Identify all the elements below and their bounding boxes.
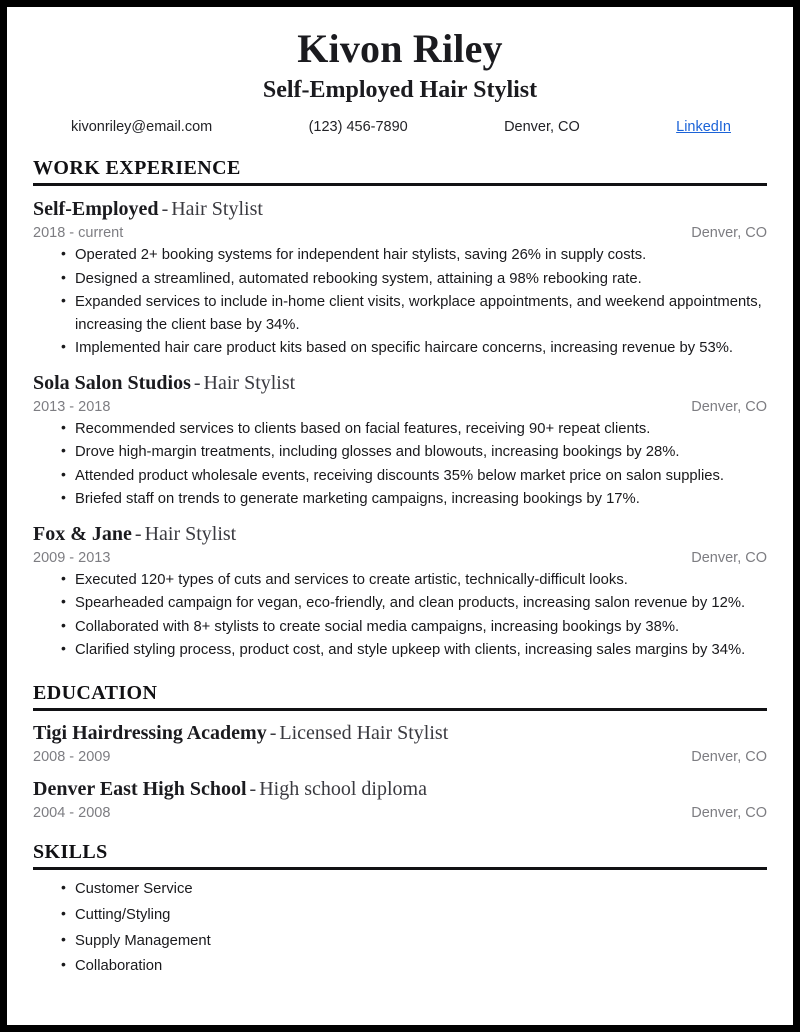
bullet-item: • Executed 120+ types of cuts and services to create artistic, technically-difficult looks. [61, 569, 767, 591]
section-skills [33, 841, 767, 979]
work-entry-heading [33, 197, 767, 221]
section-title-skills: SKILLS [33, 840, 108, 863]
separator-dash: - [269, 721, 277, 744]
work-entry-meta [33, 225, 767, 241]
work-entry-location: Denver, CO [691, 398, 767, 415]
bullet-item: • Attended product wholesale events, receiving discounts 35% below market price on salon supplies. [61, 465, 767, 487]
bullet-item: • Expanded services to include in-home client visits, workplace appointments, and weekend appointments, increasing the client base by 34%. [61, 291, 767, 336]
separator-dash: - [161, 198, 169, 221]
section-work-experience [33, 157, 767, 661]
work-entry-role: Hair Stylist [203, 371, 296, 394]
bullet-item: • Operated 2+ booking systems for independent hair stylists, saving 26% in supply costs. [61, 244, 767, 266]
work-entry-heading [33, 522, 767, 546]
work-entry-dates: 2013 - 2018 [33, 398, 111, 415]
education-entry-meta [33, 749, 767, 765]
candidate-name: Kivon Riley [297, 26, 503, 71]
bullet-item: • Designed a streamlined, automated rebooking system, attaining a 98% rebooking rate. [61, 268, 767, 290]
resume-header [33, 7, 767, 135]
resume-page [7, 7, 793, 1025]
work-entry-company: Fox & Jane [33, 522, 132, 545]
work-entry-location: Denver, CO [691, 225, 767, 242]
work-entry-meta [33, 550, 767, 566]
contact-row [33, 119, 767, 135]
skill-item: • Customer Service [61, 878, 767, 901]
bullet-item: • Clarified styling process, product cost, and style upkeep with clients, increasing sales margins by 34%. [61, 639, 767, 661]
work-entry-bullets [33, 569, 767, 662]
work-entry [33, 522, 767, 662]
work-entry-role: Hair Stylist [144, 522, 237, 545]
section-divider [33, 708, 767, 711]
contact-phone: (123) 456-7890 [308, 119, 408, 136]
bullet-item: • Collaborated with 8+ stylists to create social media campaigns, increasing bookings by 38%. [61, 616, 767, 638]
work-entry-bullets [33, 244, 767, 359]
work-entry-meta [33, 399, 767, 415]
work-entry-bullets [33, 418, 767, 511]
education-entry [33, 777, 767, 821]
skills-list [33, 878, 767, 979]
section-divider [33, 183, 767, 186]
education-location: Denver, CO [691, 748, 767, 765]
education-entry [33, 721, 767, 765]
work-entry [33, 371, 767, 511]
section-divider [33, 867, 767, 870]
work-entry-location: Denver, CO [691, 549, 767, 566]
education-degree: Licensed Hair Stylist [279, 721, 449, 744]
work-entry-heading [33, 371, 767, 395]
work-entry-dates: 2009 - 2013 [33, 549, 111, 566]
bullet-item: • Briefed staff on trends to generate marketing campaigns, increasing bookings by 17%. [61, 488, 767, 510]
bullet-item: • Spearheaded campaign for vegan, eco-friendly, and clean products, increasing salon revenue by 12%. [61, 592, 767, 614]
separator-dash: - [249, 777, 257, 800]
skill-item: • Supply Management [61, 930, 767, 953]
education-school: Denver East High School [33, 777, 247, 800]
work-entry-company: Sola Salon Studios [33, 371, 191, 394]
education-dates: 2004 - 2008 [33, 804, 111, 821]
work-entry-company: Self-Employed [33, 198, 159, 221]
separator-dash: - [134, 522, 142, 545]
work-entry-role: Hair Stylist [171, 198, 263, 221]
education-dates: 2008 - 2009 [33, 748, 111, 765]
work-entry [33, 197, 767, 359]
contact-email[interactable]: kivonriley@email.com [71, 119, 213, 136]
skill-item: • Cutting/Styling [61, 904, 767, 927]
education-entry-heading [33, 777, 767, 801]
education-school: Tigi Hairdressing Academy [33, 721, 267, 744]
section-title-work-experience: WORK EXPERIENCE [33, 157, 241, 180]
contact-location: Denver, CO [504, 119, 580, 136]
bullet-item: • Drove high-margin treatments, including glosses and blowouts, increasing bookings by 28%. [61, 441, 767, 463]
education-entry-meta [33, 805, 767, 821]
bullet-item: • Implemented hair care product kits based on specific haircare concerns, increasing revenue by 53%. [61, 337, 767, 359]
separator-dash: - [193, 371, 201, 394]
linkedin-link[interactable]: LinkedIn [676, 119, 731, 136]
work-entry-dates: 2018 - current [33, 225, 124, 242]
education-location: Denver, CO [691, 804, 767, 821]
candidate-title: Self-Employed Hair Stylist [262, 77, 538, 103]
education-entry-heading [33, 721, 767, 745]
bullet-item: • Recommended services to clients based on facial features, receiving 90+ repeat clients. [61, 418, 767, 440]
education-degree: High school diploma [259, 777, 427, 800]
section-title-education: EDUCATION [33, 681, 158, 704]
resume-content [7, 7, 793, 978]
skill-item: • Collaboration [61, 955, 767, 978]
section-education [33, 682, 767, 821]
